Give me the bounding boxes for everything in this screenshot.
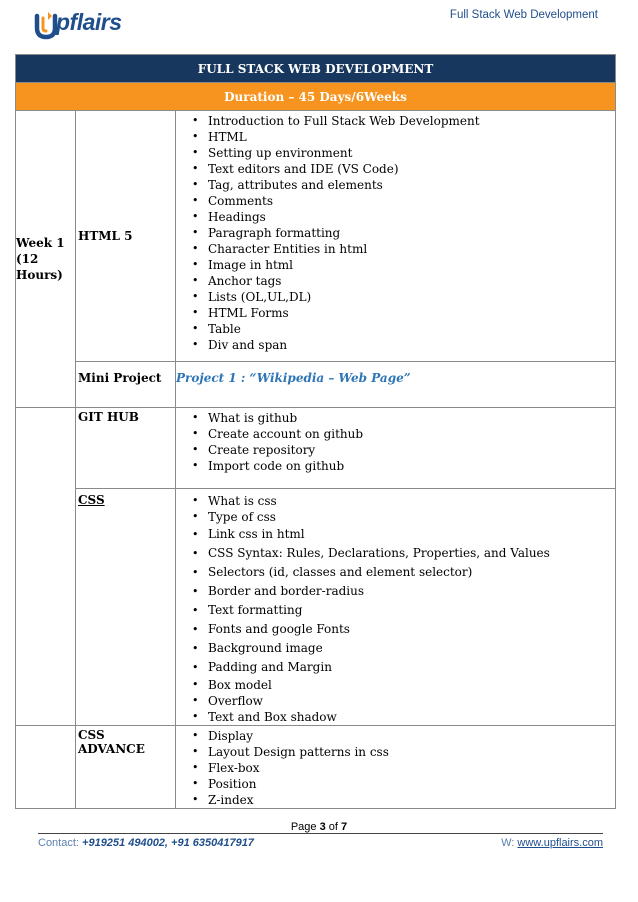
css-list	[176, 493, 615, 525]
table-title: FULL STACK WEB DEVELOPMENT	[16, 55, 616, 83]
topic-css-advance	[76, 726, 176, 809]
list-item: • Create repository	[176, 442, 615, 458]
list-item: • Overflow	[176, 693, 615, 709]
list-item: • Display	[176, 728, 615, 744]
css-advance-topic-label: CSS ADVANCE	[78, 728, 145, 756]
css-advance-topics	[176, 726, 616, 809]
contact-phones: +919251 494002, +91 6350417917	[82, 837, 254, 849]
list-item: • Fonts and google Fonts	[176, 620, 615, 639]
week-blank-cell	[16, 408, 76, 726]
list-item: • Layout Design patterns in css	[176, 744, 615, 760]
table-row	[16, 489, 616, 726]
list-item: • Create account on github	[176, 426, 615, 442]
website-info	[501, 837, 603, 849]
contact-label: Contact:	[38, 837, 83, 849]
list-item: • What is css	[176, 493, 615, 509]
list-item: • Text editors and IDE (VS Code)	[176, 161, 615, 177]
footer-divider	[38, 833, 603, 834]
course-table	[15, 54, 616, 809]
table-row	[16, 408, 616, 489]
list-item: • Link css in html	[176, 525, 615, 544]
html5-list	[176, 113, 615, 353]
css-list	[176, 677, 615, 725]
github-list	[176, 410, 615, 474]
topic-github	[76, 408, 176, 489]
duration-label: Duration – 45 Days/6Weeks	[16, 83, 616, 111]
topic-html5: HTML 5	[76, 111, 176, 362]
list-item: • Headings	[176, 209, 615, 225]
css-topics	[176, 489, 616, 726]
website-link[interactable]: www.upflairs.com	[517, 837, 603, 849]
list-item: • HTML	[176, 129, 615, 145]
list-item: • Introduction to Full Stack Web Development	[176, 113, 615, 129]
list-item: • Lists (OL,UL,DL)	[176, 289, 615, 305]
css-advance-list	[176, 728, 615, 808]
page-total: 7	[341, 821, 348, 833]
duration-row	[16, 83, 616, 111]
header-title: Full Stack Web Development	[449, 9, 598, 21]
list-item: • Flex-box	[176, 760, 615, 776]
page-number	[0, 821, 638, 833]
list-item: • Selectors (id, classes and element selector)	[176, 563, 615, 582]
table-row	[16, 362, 616, 408]
topic-css: CSS	[76, 489, 176, 726]
logo-text: pflairs	[56, 9, 122, 35]
page-current: 3	[319, 821, 326, 833]
list-item: • Table	[176, 321, 615, 337]
html5-topics	[176, 111, 616, 362]
list-item: • Text and Box shadow	[176, 709, 615, 725]
list-item: • Image in html	[176, 257, 615, 273]
list-item: • Paragraph formatting	[176, 225, 615, 241]
list-item: • Box model	[176, 677, 615, 693]
list-item: • Tag, attributes and elements	[176, 177, 615, 193]
list-item: • HTML Forms	[176, 305, 615, 321]
topic-mini-project: Mini Project	[76, 362, 176, 408]
list-item: • Comments	[176, 193, 615, 209]
mini-project-text: Project 1 : “Wikipedia – Web Page”	[176, 371, 411, 385]
table-title-row	[16, 55, 616, 83]
list-item: • Type of css	[176, 509, 615, 525]
list-item: • CSS Syntax: Rules, Declarations, Properties, and Values	[176, 544, 615, 563]
list-item: • Z-index	[176, 792, 615, 808]
table-row	[16, 111, 616, 362]
list-item: • Anchor tags	[176, 273, 615, 289]
css-list	[176, 525, 615, 677]
list-item: • Border and border-radius	[176, 582, 615, 601]
list-item: • Position	[176, 776, 615, 792]
week-label	[16, 111, 76, 408]
table-row	[16, 726, 616, 809]
week-text: Week 1 (12 Hours)	[16, 236, 65, 282]
page-of: of	[325, 821, 342, 833]
list-item: • Background image	[176, 639, 615, 658]
upflairs-logo	[34, 8, 134, 40]
mini-project-cell	[176, 362, 616, 408]
github-topic-label: GIT HUB	[78, 410, 139, 424]
list-item: • Padding and Margin	[176, 658, 615, 677]
list-item: • Text formatting	[176, 601, 615, 620]
list-item: • Import code on github	[176, 458, 615, 474]
week-blank-cell	[16, 726, 76, 809]
github-topics	[176, 408, 616, 489]
web-label: W:	[501, 837, 518, 849]
list-item: • Setting up environment	[176, 145, 615, 161]
list-item: • Character Entities in html	[176, 241, 615, 257]
list-item: • Div and span	[176, 337, 615, 353]
page-prefix: Page	[290, 821, 320, 833]
list-item: • What is github	[176, 410, 615, 426]
contact-info	[38, 837, 254, 849]
